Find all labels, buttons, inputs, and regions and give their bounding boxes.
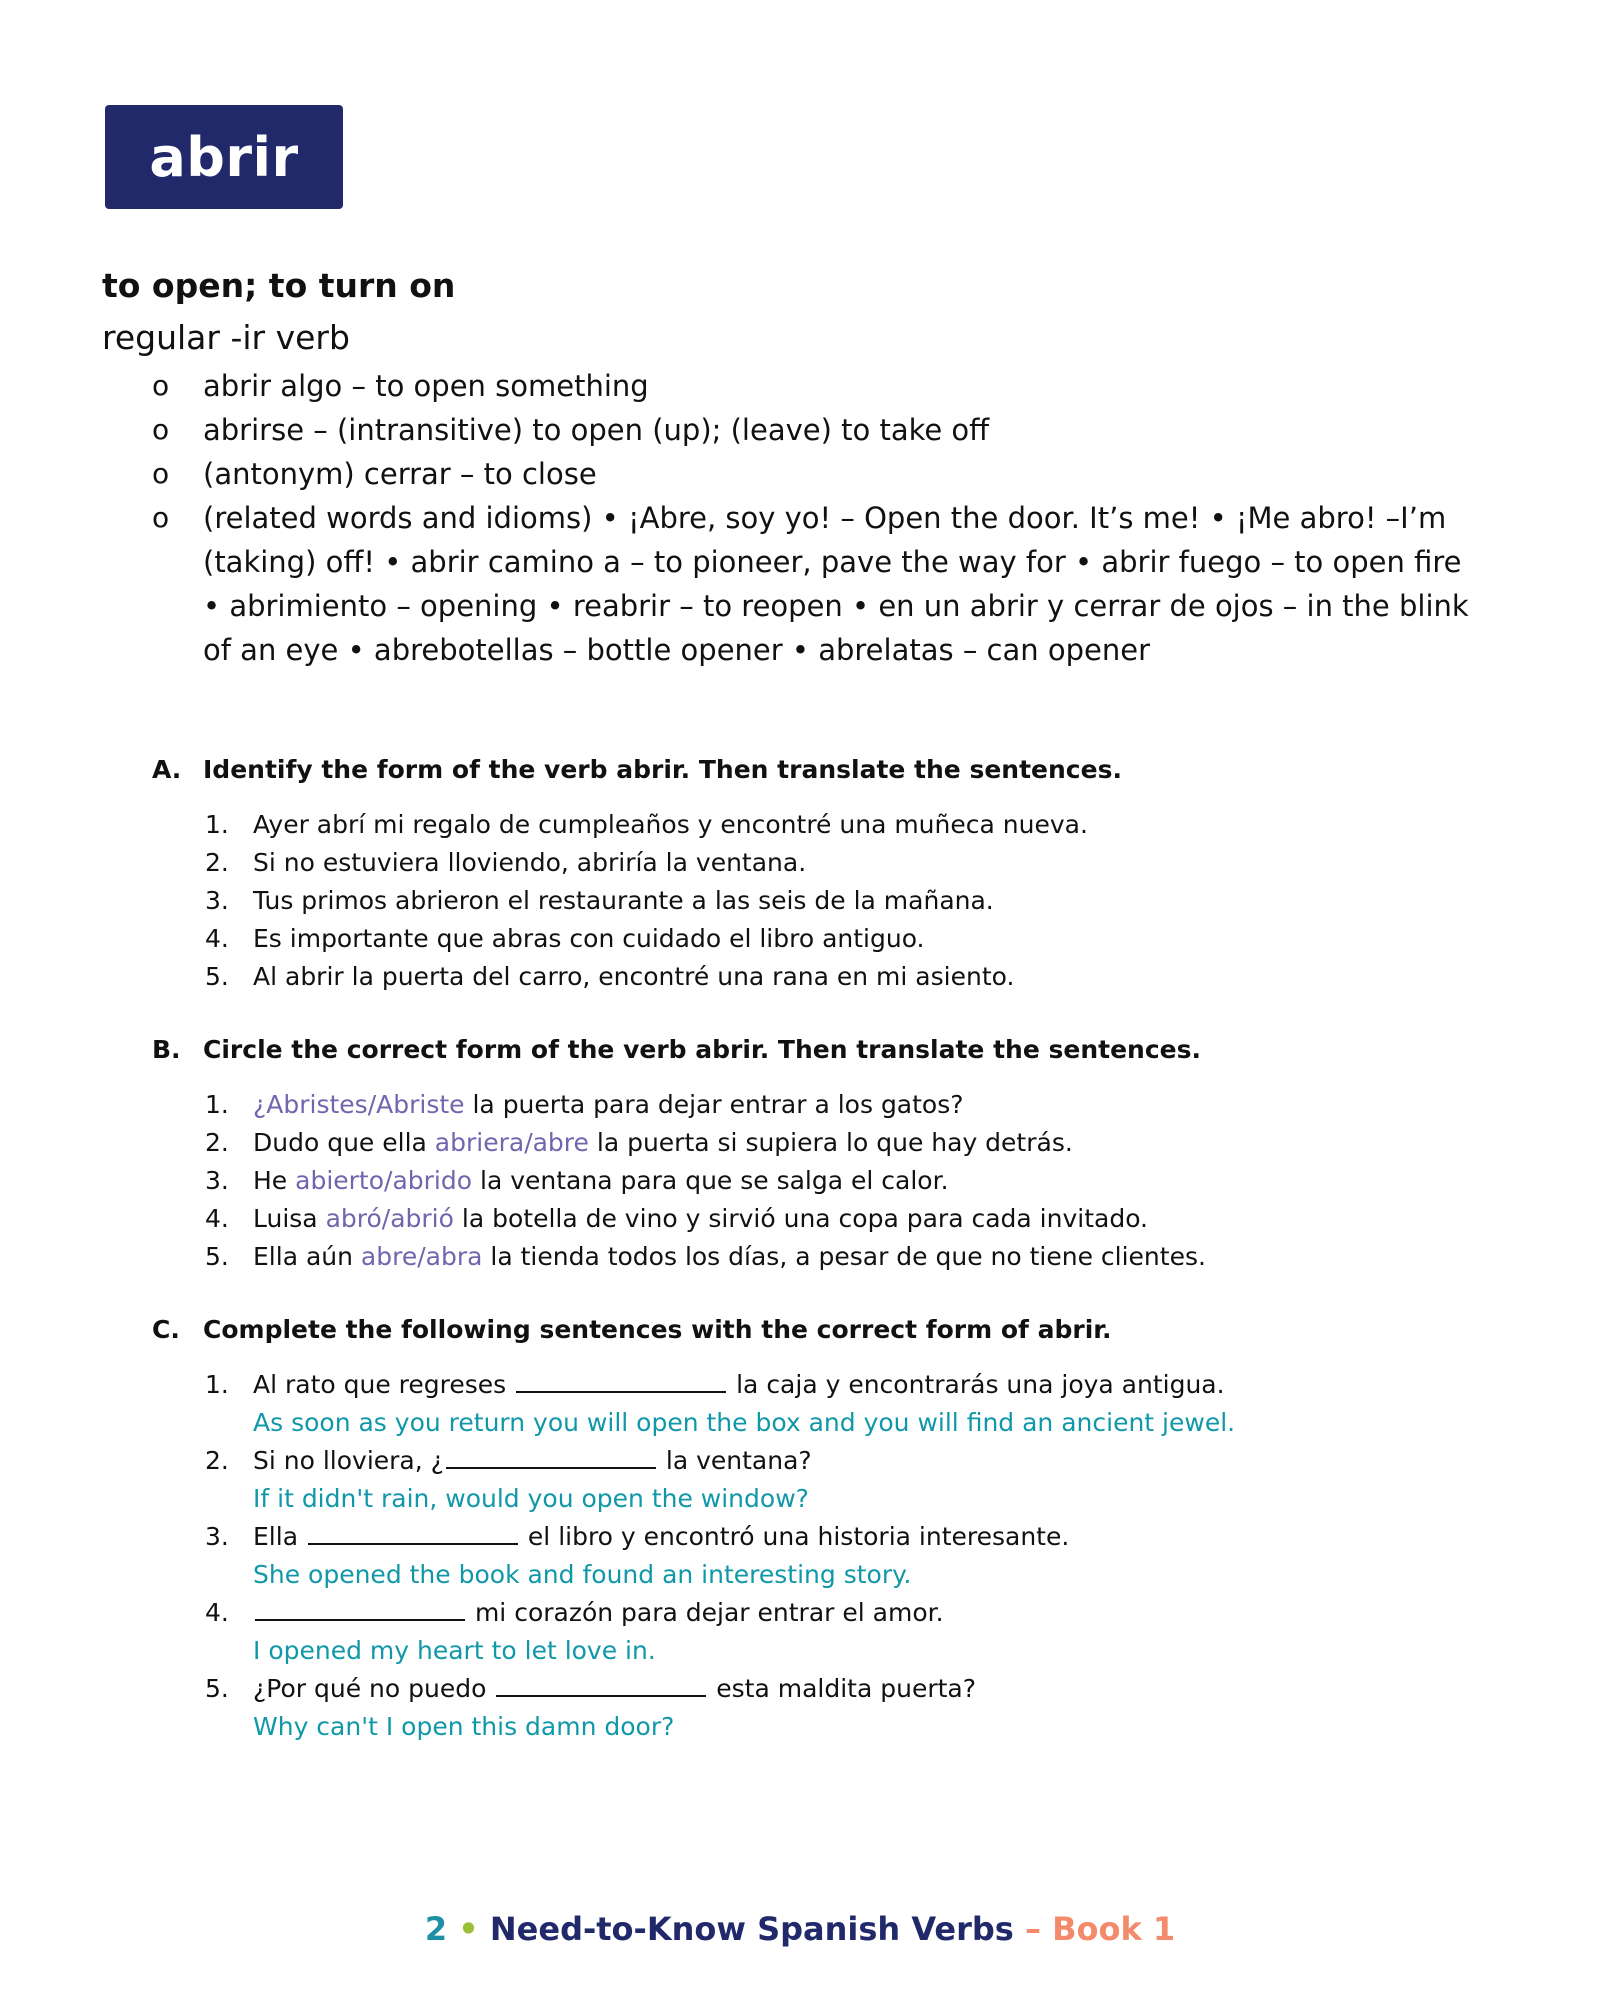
sentence-line (152, 1518, 1472, 1556)
sentence-number: 1. (205, 810, 229, 839)
answer-blank[interactable] (255, 1595, 465, 1621)
sentence-item (152, 844, 1472, 882)
verb-options[interactable]: abre/abra (360, 1242, 483, 1271)
usage-text: abrir algo – to open something (203, 369, 649, 403)
sentence-item (152, 1162, 1472, 1200)
usage-item (152, 408, 1472, 452)
sentence-line (152, 1366, 1472, 1404)
sentence-text: Ayer abrí mi regalo de cumpleaños y encontré una muñeca nueva. (253, 810, 1088, 839)
verb-options[interactable]: abriera/abre (434, 1128, 589, 1157)
sentence-item (152, 1670, 1472, 1746)
sentence-item (152, 806, 1472, 844)
translation-text: If it didn't rain, would you open the window? (253, 1484, 809, 1513)
sentence-text: Si no estuviera lloviendo, abriría la ventana. (253, 848, 807, 877)
sentence-number: 4. (205, 1598, 229, 1627)
book-number: Book 1 (1052, 1910, 1176, 1948)
translation-text: I opened my heart to let love in. (253, 1636, 656, 1665)
sentence-number: 3. (205, 1166, 229, 1195)
sentence-text: Al abrir la puerta del carro, encontré una rana en mi asiento. (253, 962, 1015, 991)
answer-blank[interactable] (516, 1367, 726, 1393)
sentence-before: Ella aún (253, 1242, 361, 1271)
sentence-before: Al rato que regreses (253, 1370, 515, 1399)
title-dash: – (1024, 1910, 1041, 1948)
sentence-after: la tienda todos los días, a pesar de que no tiene clientes. (482, 1242, 1206, 1271)
hollow-bullet-icon: o (152, 457, 170, 490)
answer-blank[interactable] (446, 1443, 656, 1469)
verb-options[interactable]: ¿Abristes/Abriste (253, 1090, 465, 1119)
usage-text: (antonym) cerrar – to close (203, 457, 597, 491)
section-heading-text: Complete the following sentences with the correct form of abrir. (203, 1315, 1112, 1344)
sentence-number: 2. (205, 1128, 229, 1157)
hollow-bullet-icon: o (152, 413, 170, 446)
usage-text: (related words and idioms) • ¡Abre, soy yo! – Open the door. It’s me! • ¡Me abro! –I’m (taking) off! • abrir camino a – to pioneer, pave the way for • abrir fuego – to open fire • abrimiento – opening • reabrir – to reopen • en un abrir y cerrar de ojos – in the blink of an eye • abrebotellas – bottle opener • abrelatas – can opener (203, 501, 1469, 667)
sentence-after: la caja y encontrarás una joya antigua. (728, 1370, 1225, 1399)
answer-blank[interactable] (308, 1519, 518, 1545)
section-heading (152, 752, 1472, 788)
sentence-before: Dudo que ella (253, 1128, 435, 1157)
sentence-list (152, 1366, 1472, 1746)
verb-title-box (105, 105, 343, 209)
sentence-after: la puerta para dejar entrar a los gatos? (464, 1090, 964, 1119)
verb-type: regular -ir verb (102, 318, 350, 357)
exercise-section-a (152, 752, 1472, 996)
section-letter: A. (152, 755, 182, 784)
sentence-list (152, 1086, 1472, 1276)
sentence-before: Si no lloviera, ¿ (253, 1446, 444, 1475)
sentence-after: la puerta si supiera lo que hay detrás. (588, 1128, 1073, 1157)
answer-blank[interactable] (496, 1671, 706, 1697)
sentence-item (152, 1124, 1472, 1162)
translation-text: As soon as you return you will open the box and you will find an ancient jewel. (253, 1408, 1236, 1437)
sentence-after: mi corazón para dejar entrar el amor. (467, 1598, 944, 1627)
section-heading (152, 1032, 1472, 1068)
book-title: Need-to-Know Spanish Verbs (489, 1910, 1014, 1948)
sentence-number: 4. (205, 1204, 229, 1233)
sentence-number: 1. (205, 1090, 229, 1119)
usage-item (152, 496, 1472, 672)
sentence-number: 2. (205, 1446, 229, 1475)
sentence-item (152, 1366, 1472, 1442)
sentence-after: la ventana para que se salga el calor. (472, 1166, 949, 1195)
sentence-number: 1. (205, 1370, 229, 1399)
usage-item (152, 364, 1472, 408)
sentence-number: 4. (205, 924, 229, 953)
sentence-before: Luisa (253, 1204, 326, 1233)
exercise-section-b (152, 1032, 1472, 1276)
sentence-before: Ella (253, 1522, 306, 1551)
verb-options[interactable]: abierto/abrido (295, 1166, 473, 1195)
sentence-after: la botella de vino y sirvió una copa para cada invitado. (453, 1204, 1148, 1233)
hollow-bullet-icon: o (152, 501, 170, 534)
sentence-line (152, 1594, 1472, 1632)
sentence-after: el libro y encontró una historia interesante. (519, 1522, 1070, 1551)
sentence-item (152, 882, 1472, 920)
bullet-separator-icon: • (458, 1910, 479, 1948)
translation-text: She opened the book and found an interesting story. (253, 1560, 912, 1589)
sentence-list (152, 806, 1472, 996)
sentence-text: Es importante que abras con cuidado el libro antiguo. (253, 924, 925, 953)
sentence-number: 5. (205, 962, 229, 991)
sentence-line (152, 1670, 1472, 1708)
sentence-item (152, 1086, 1472, 1124)
sentence-item (152, 920, 1472, 958)
section-letter: B. (152, 1035, 181, 1064)
verb-definition: to open; to turn on (102, 266, 456, 305)
sentence-before: ¿Por qué no puedo (253, 1674, 495, 1703)
hollow-bullet-icon: o (152, 369, 170, 402)
verb-title: abrir (149, 125, 299, 189)
section-letter: C. (152, 1315, 180, 1344)
usage-list (152, 364, 1472, 672)
section-heading (152, 1312, 1472, 1348)
sentence-item (152, 1442, 1472, 1518)
translation-text: Why can't I open this damn door? (253, 1712, 675, 1741)
page-footer (0, 1910, 1600, 1948)
sentence-number: 2. (205, 848, 229, 877)
sentence-line (152, 1442, 1472, 1480)
sentence-item (152, 1594, 1472, 1670)
sentence-number: 3. (205, 1522, 229, 1551)
sentence-text: Tus primos abrieron el restaurante a las seis de la mañana. (253, 886, 994, 915)
sentence-item (152, 1518, 1472, 1594)
sentence-item (152, 1200, 1472, 1238)
section-heading-text: Circle the correct form of the verb abrir. Then translate the sentences. (203, 1035, 1201, 1064)
page-number: 2 (424, 1910, 448, 1948)
usage-item (152, 452, 1472, 496)
sentence-before: He (253, 1166, 296, 1195)
sentence-item (152, 1238, 1472, 1276)
sentence-item (152, 958, 1472, 996)
verb-options[interactable]: abró/abrió (325, 1204, 454, 1233)
usage-text: abrirse – (intransitive) to open (up); (leave) to take off (203, 413, 990, 447)
sentence-number: 3. (205, 886, 229, 915)
exercise-section-c (152, 1312, 1472, 1746)
section-heading-text: Identify the form of the verb abrir. Then translate the sentences. (203, 755, 1122, 784)
sentence-number: 5. (205, 1674, 229, 1703)
sentence-after: esta maldita puerta? (708, 1674, 977, 1703)
sentence-number: 5. (205, 1242, 229, 1271)
sentence-after: la ventana? (657, 1446, 812, 1475)
